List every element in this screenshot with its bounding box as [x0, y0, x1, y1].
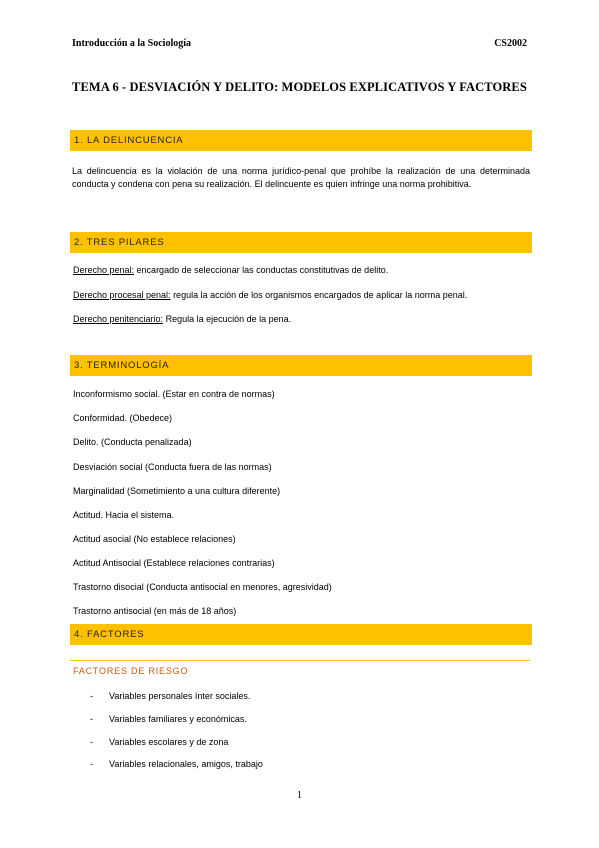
bullet-marker: -: [90, 759, 93, 769]
term-item: Actitud Antisocial (Establece relaciones contrarias): [73, 558, 275, 568]
section-heading-label: 3. TERMINOLOGÍA: [74, 360, 170, 371]
subheading-factores-riesgo: FACTORES DE RIESGO: [73, 666, 189, 676]
section-heading-tres-pilares: [70, 232, 532, 253]
pilar-item: [73, 314, 291, 324]
bullet-item: Variables escolares y de zona: [109, 737, 229, 747]
section-heading-label: 1. LA DELINCUENCIA: [74, 135, 184, 146]
section-heading-terminologia: [70, 355, 532, 376]
section-heading-label: 4. FACTORES: [74, 629, 145, 640]
pilar-term: Derecho penitenciario:: [73, 314, 164, 324]
term-item: Trastorno antisocial (en más de 18 años): [73, 606, 237, 616]
bullet-item: Variables personales ínter sociales.: [109, 691, 251, 701]
subheading-rule: [70, 660, 530, 661]
bullet-marker: -: [90, 737, 93, 747]
document-header-title: Introducción a la Sociología: [72, 38, 191, 49]
document-header-code: CS2002: [494, 38, 527, 49]
section-heading-factores: [70, 624, 532, 645]
bullet-item: Variables relacionales, amigos, trabajo: [109, 759, 263, 769]
section-heading-label: 2. TRES PILARES: [74, 237, 165, 248]
term-item: Actitud. Hacia el sistema.: [73, 510, 175, 520]
bullet-marker: -: [90, 714, 93, 724]
bullet-marker: -: [90, 691, 93, 701]
section-heading-delincuencia: [70, 130, 532, 151]
term-item: Delito. (Conducta penalizada): [73, 437, 192, 447]
pilar-description: encargado de seleccionar las conductas constitutivas de delito.: [134, 265, 389, 275]
term-item: Inconformismo social. (Estar en contra de normas): [73, 389, 275, 399]
term-item: Desviación social (Conducta fuera de las normas): [73, 462, 272, 472]
term-item: Actitud asocial (No establece relaciones): [73, 534, 236, 544]
term-item: Trastorno disocial (Conducta antisocial en menores, agresividad): [73, 582, 332, 592]
page-number: 1: [297, 790, 302, 801]
pilar-term: Derecho procesal penal:: [73, 290, 171, 300]
pilar-description: regula la acción de los organismos encargados de aplicar la norma penal.: [170, 290, 468, 300]
pilar-item: [73, 290, 467, 300]
pilar-description: Regula la ejecución de la pena.: [163, 314, 292, 324]
delincuencia-paragraph: La delincuencia es la violación de una norma jurídico-penal que prohíbe la realización de una determinada conducta y condena con pena su realización. El delincuente es quien infringe una norma prohibitiva.: [72, 166, 530, 189]
term-item: Marginalidad (Sometimiento a una cultura diferente): [73, 486, 281, 496]
bullet-item: Variables familiares y económicas.: [109, 714, 247, 724]
pilar-item: [73, 265, 388, 275]
pilar-term: Derecho penal:: [73, 265, 135, 275]
document-title: TEMA 6 - DESVIACIÓN Y DELITO: MODELOS EXPLICATIVOS Y FACTORES: [72, 80, 527, 94]
term-item: Conformidad. (Obedece): [73, 413, 173, 423]
